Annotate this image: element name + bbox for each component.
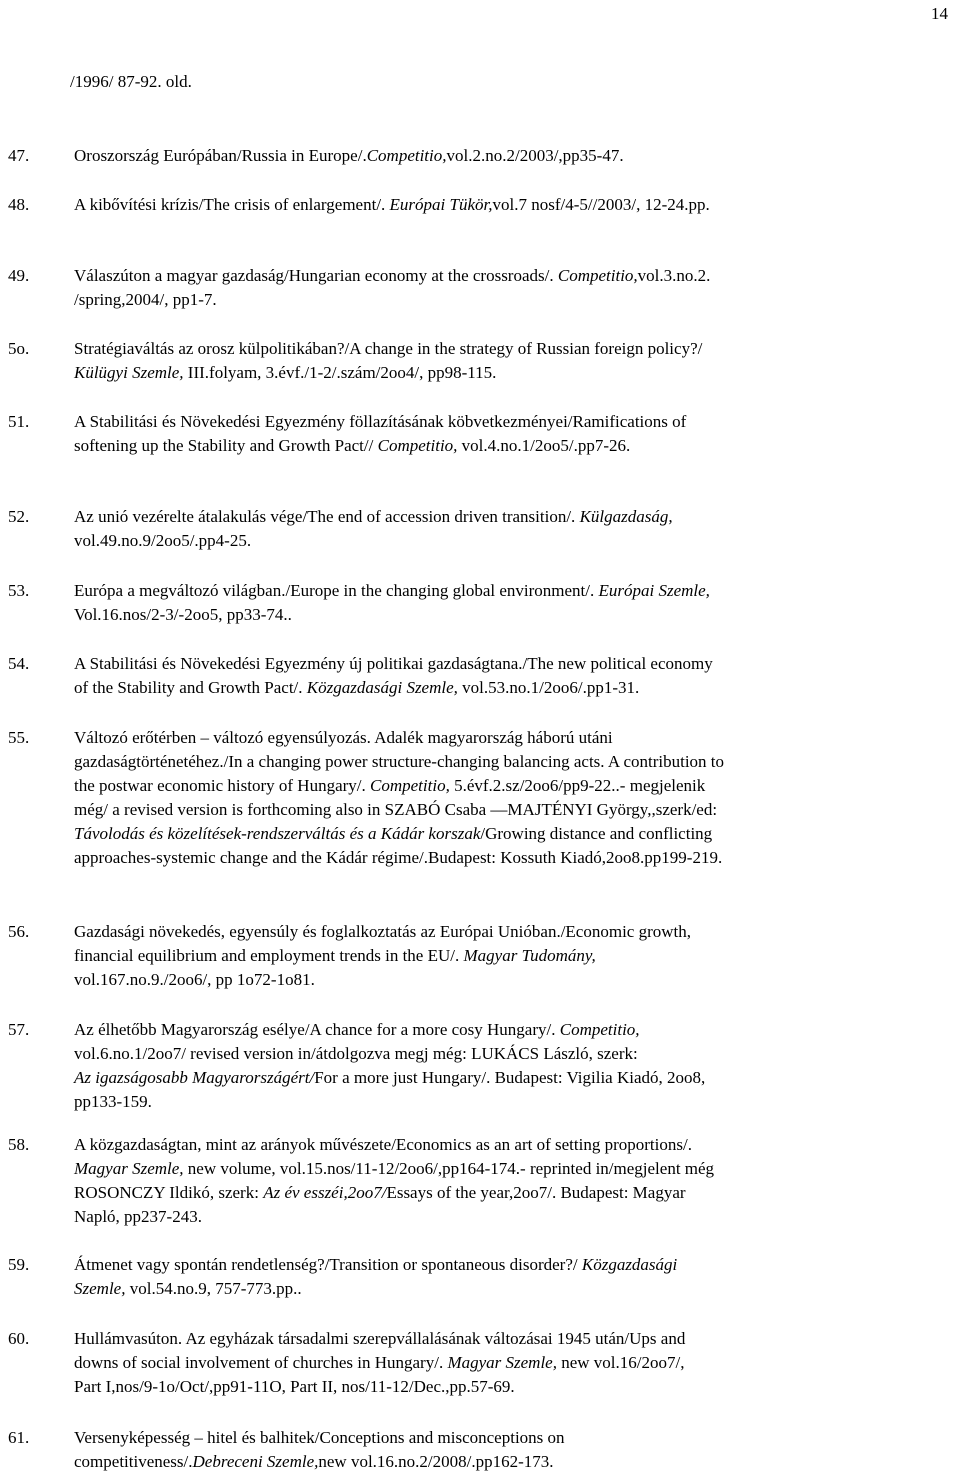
entry-line	[74, 1157, 714, 1181]
citation-text: Napló, pp237-243.	[74, 1207, 202, 1226]
citation-text: Válaszúton a magyar gazdaság/Hungarian economy at the crossroads/.	[74, 266, 558, 285]
journal-title: Az igazságosabb Magyarországért/	[74, 1068, 315, 1087]
entry-line	[74, 1018, 705, 1042]
citation-text: /spring,2004/, pp1-7.	[74, 290, 217, 309]
entry-line	[74, 1351, 685, 1375]
entry-number: 47.	[8, 146, 30, 165]
citation-text: A közgazdaságtan, mint az arányok művészete/Economics as an art of setting proportions/.	[74, 1135, 692, 1154]
journal-title: Az év esszéi,2oo7/	[263, 1183, 387, 1202]
journal-title: Magyar Tudomány,	[463, 946, 596, 965]
bibliography-entry	[8, 920, 948, 992]
citation-text: Az unió vezérelte átalakulás vége/The end of accession driven transition/.	[74, 507, 580, 526]
bibliography-entry	[8, 652, 948, 700]
journal-title: Közgazdasági	[581, 1255, 678, 1274]
entry-line	[74, 579, 710, 603]
citation-text: A kibővítési krízis/The crisis of enlargement/.	[74, 195, 390, 214]
entry-number: 49.	[8, 266, 30, 285]
entry-text	[74, 410, 686, 458]
entry-text	[74, 337, 702, 385]
bibliography-entry	[8, 1253, 948, 1301]
citation-text: /Growing distance and conflicting	[480, 824, 713, 843]
citation-text: III.folyam, 3.évf./1-2/.szám/2oo4/, pp98-115.	[183, 363, 497, 382]
entry-line	[74, 1327, 685, 1351]
citation-text: financial equilibrium and employment trends in the EU/.	[74, 946, 464, 965]
entry-number: 57.	[8, 1020, 30, 1039]
entry-text	[74, 264, 710, 312]
entry-text	[74, 1253, 677, 1301]
citation-text: of the Stability and Growth Pact/.	[74, 678, 307, 697]
bibliography-entry	[8, 1018, 948, 1114]
citation-text: még/ a revised version is forthcoming also in SZABÓ Csaba —MAJTÉNYI György,,szerk/ed:	[74, 800, 718, 819]
entry-line	[74, 193, 710, 217]
entry-line	[74, 144, 624, 168]
entry-text	[74, 1426, 565, 1474]
entry-line	[74, 1426, 565, 1450]
entry-line	[74, 798, 724, 822]
journal-title: Competitio,	[370, 776, 450, 795]
citation-text: Stratégiaváltás az orosz külpolitikában?/A change in the strategy of Russian foreign policy?/	[74, 339, 703, 358]
citation-text: vol.4.no.1/2oo5/.pp7-26.	[457, 436, 631, 455]
journal-title: Külgazdaság,	[579, 507, 673, 526]
entry-line	[74, 944, 691, 968]
journal-title: Közgazdasági Szemle,	[306, 678, 458, 697]
entry-number: 54.	[8, 654, 30, 673]
entry-text	[74, 1018, 705, 1114]
entry-number: 5o.	[8, 339, 30, 358]
journal-title: Competitio,	[559, 1020, 640, 1039]
bibliography-entry	[8, 726, 948, 870]
entry-line	[74, 846, 724, 870]
citation-text: new vol.16/2oo7/,	[556, 1353, 685, 1372]
citation-text: vol.167.no.9./2oo6/, pp 1o72-1o81.	[74, 970, 315, 989]
entry-number: 59.	[8, 1255, 30, 1274]
entry-number: 55.	[8, 728, 30, 747]
intro-line: /1996/ 87-92. old.	[70, 72, 192, 91]
bibliography-entry	[8, 1133, 948, 1229]
citation-text: vol.3.no.2.	[637, 266, 711, 285]
entry-line	[74, 726, 724, 750]
entry-line	[74, 1450, 565, 1474]
journal-title: Debreceni Szemle,	[192, 1452, 319, 1471]
journal-title: Competitio,	[557, 266, 638, 285]
citation-text: vol.49.no.9/2oo5/.pp4-25.	[74, 531, 252, 550]
citation-text: Part I,nos/9-1o/Oct/,pp91-11O, Part II, nos/11-12/Dec.,pp.57-69.	[74, 1377, 515, 1396]
entry-number: 48.	[8, 195, 30, 214]
citation-text: the postwar economic history of Hungary/.	[74, 776, 371, 795]
entry-line	[74, 774, 724, 798]
journal-title: Competitio,	[377, 436, 458, 455]
citation-text: downs of social involvement of churches in Hungary/.	[74, 1353, 448, 1372]
entry-line	[74, 603, 710, 627]
bibliography-entry	[8, 410, 948, 458]
page-number: 14	[931, 4, 948, 23]
bibliography-entry	[8, 264, 948, 312]
citation-text: Európa a megváltozó világban./Europe in the changing global environment/.	[74, 581, 599, 600]
entry-line	[74, 434, 686, 458]
entry-line	[74, 1090, 705, 1114]
entry-line	[74, 337, 702, 361]
bibliography-entry	[8, 1426, 948, 1474]
citation-text: Versenyképesség – hitel és balhitek/Conceptions and misconceptions on	[74, 1428, 565, 1447]
citation-text: new volume, vol.15.nos/11-12/2oo6/,pp164-174.- reprinted in/megjelent még	[183, 1159, 715, 1178]
entry-text	[74, 920, 691, 992]
entry-line	[74, 920, 691, 944]
entry-number: 56.	[8, 922, 30, 941]
journal-title: Távolodás és közelítések-rendszerváltás és a Kádár korszak	[74, 824, 481, 843]
entry-line	[74, 288, 710, 312]
entry-line	[74, 1042, 705, 1066]
citation-text: Az élhetőbb Magyarország esélye/A chance for a more cosy Hungary/.	[74, 1020, 560, 1039]
citation-text: Gazdasági növekedés, egyensúly és foglalkoztatás az Európai Unióban./Economic growth,	[74, 922, 691, 941]
journal-title: Európai Szemle,	[598, 581, 710, 600]
entry-number: 58.	[8, 1135, 30, 1154]
entry-line	[74, 822, 724, 846]
citation-text: Átmenet vagy spontán rendetlenség?/Transition or spontaneous disorder?/	[74, 1255, 582, 1274]
journal-title: Európai Tükör,	[389, 195, 493, 214]
journal-title: Magyar Szemle,	[74, 1159, 184, 1178]
citation-text: vol.7 nosf/4-5//2003/, 12-24.pp.	[492, 195, 710, 214]
citation-text: Hullámvasúton. Az egyházak társadalmi szerepvállalásának változásai 1945 után/Ups and	[74, 1329, 686, 1348]
entry-number: 52.	[8, 507, 30, 526]
entry-line	[74, 1133, 714, 1157]
citation-text: ROSONCZY Ildikó, szerk:	[74, 1183, 264, 1202]
entry-line	[74, 529, 673, 553]
entry-line	[74, 361, 702, 385]
journal-title: Competitio,	[366, 146, 447, 165]
citation-text: softening up the Stability and Growth Pact//	[74, 436, 378, 455]
entry-line	[74, 505, 673, 529]
citation-text: Essays of the year,2oo7/. Budapest: Magyar	[386, 1183, 686, 1202]
bibliography-entry	[8, 193, 948, 217]
entry-line	[74, 1277, 677, 1301]
entry-text	[74, 144, 624, 168]
entry-text	[74, 726, 724, 870]
entry-line	[74, 652, 713, 676]
entry-line	[74, 1253, 677, 1277]
entry-line	[74, 1066, 705, 1090]
citation-text: 5.évf.2.sz/2oo6/pp9-22..- megjelenik	[449, 776, 706, 795]
entry-line	[74, 968, 691, 992]
citation-text: A Stabilitási és Növekedési Egyezmény föllazításának köbvetkezményei/Ramifications of	[74, 412, 687, 431]
citation-text: A Stabilitási és Növekedési Egyezmény új politikai gazdaságtana./The new political economy	[74, 654, 713, 673]
citation-text: vol.6.no.1/2oo7/ revised version in/átdolgozva megj még: LUKÁCS László, szerk:	[74, 1044, 638, 1063]
citation-text: pp133-159.	[74, 1092, 152, 1111]
entry-number: 51.	[8, 412, 30, 431]
entry-text	[74, 1133, 714, 1229]
entry-line	[74, 1205, 714, 1229]
bibliography-entry	[8, 579, 948, 627]
citation-text: Változó erőtérben – változó egyensúlyozás. Adalék magyarország háború utáni	[74, 728, 613, 747]
entry-number: 61.	[8, 1428, 30, 1447]
citation-text: approaches-systemic change and the Kádár régime/.Budapest: Kossuth Kiadó,2oo8.pp199-219.	[74, 848, 723, 867]
citation-text: vol.54.no.9, 757-773.pp..	[125, 1279, 302, 1298]
bibliography-entry	[8, 1327, 948, 1399]
entry-line	[74, 750, 724, 774]
entry-line	[74, 410, 686, 434]
citation-text: vol.2.no.2/2003/,pp35-47.	[446, 146, 624, 165]
bibliography-entry	[8, 505, 948, 553]
citation-text: vol.53.no.1/2oo6/.pp1-31.	[457, 678, 640, 697]
entry-line	[74, 264, 710, 288]
entry-text	[74, 1327, 685, 1399]
entry-line	[74, 676, 713, 700]
citation-text: gazdaságtörténetéhez./In a changing power structure-changing balancing acts. A contribution to	[74, 752, 725, 771]
citation-text: Vol.16.nos/2-3/-2oo5, pp33-74..	[74, 605, 292, 624]
entry-text	[74, 652, 713, 700]
citation-text: competitiveness/.	[74, 1452, 193, 1471]
citation-text: For a more just Hungary/. Budapest: Vigilia Kiadó, 2oo8,	[314, 1068, 706, 1087]
journal-title: Szemle,	[74, 1279, 126, 1298]
entry-text	[74, 579, 710, 627]
citation-text: new vol.16.no.2/2008/.pp162-173.	[318, 1452, 554, 1471]
entry-text	[74, 193, 710, 217]
journal-title: Külügyi Szemle,	[74, 363, 184, 382]
entry-line	[74, 1375, 685, 1399]
citation-text: Oroszország Európában/Russia in Europe/.	[74, 146, 367, 165]
bibliography-entry	[8, 337, 948, 385]
bibliography-entry	[8, 144, 948, 168]
entry-number: 60.	[8, 1329, 30, 1348]
journal-title: Magyar Szemle,	[447, 1353, 557, 1372]
entry-line	[74, 1181, 714, 1205]
entry-text	[74, 505, 673, 553]
entry-number: 53.	[8, 581, 30, 600]
